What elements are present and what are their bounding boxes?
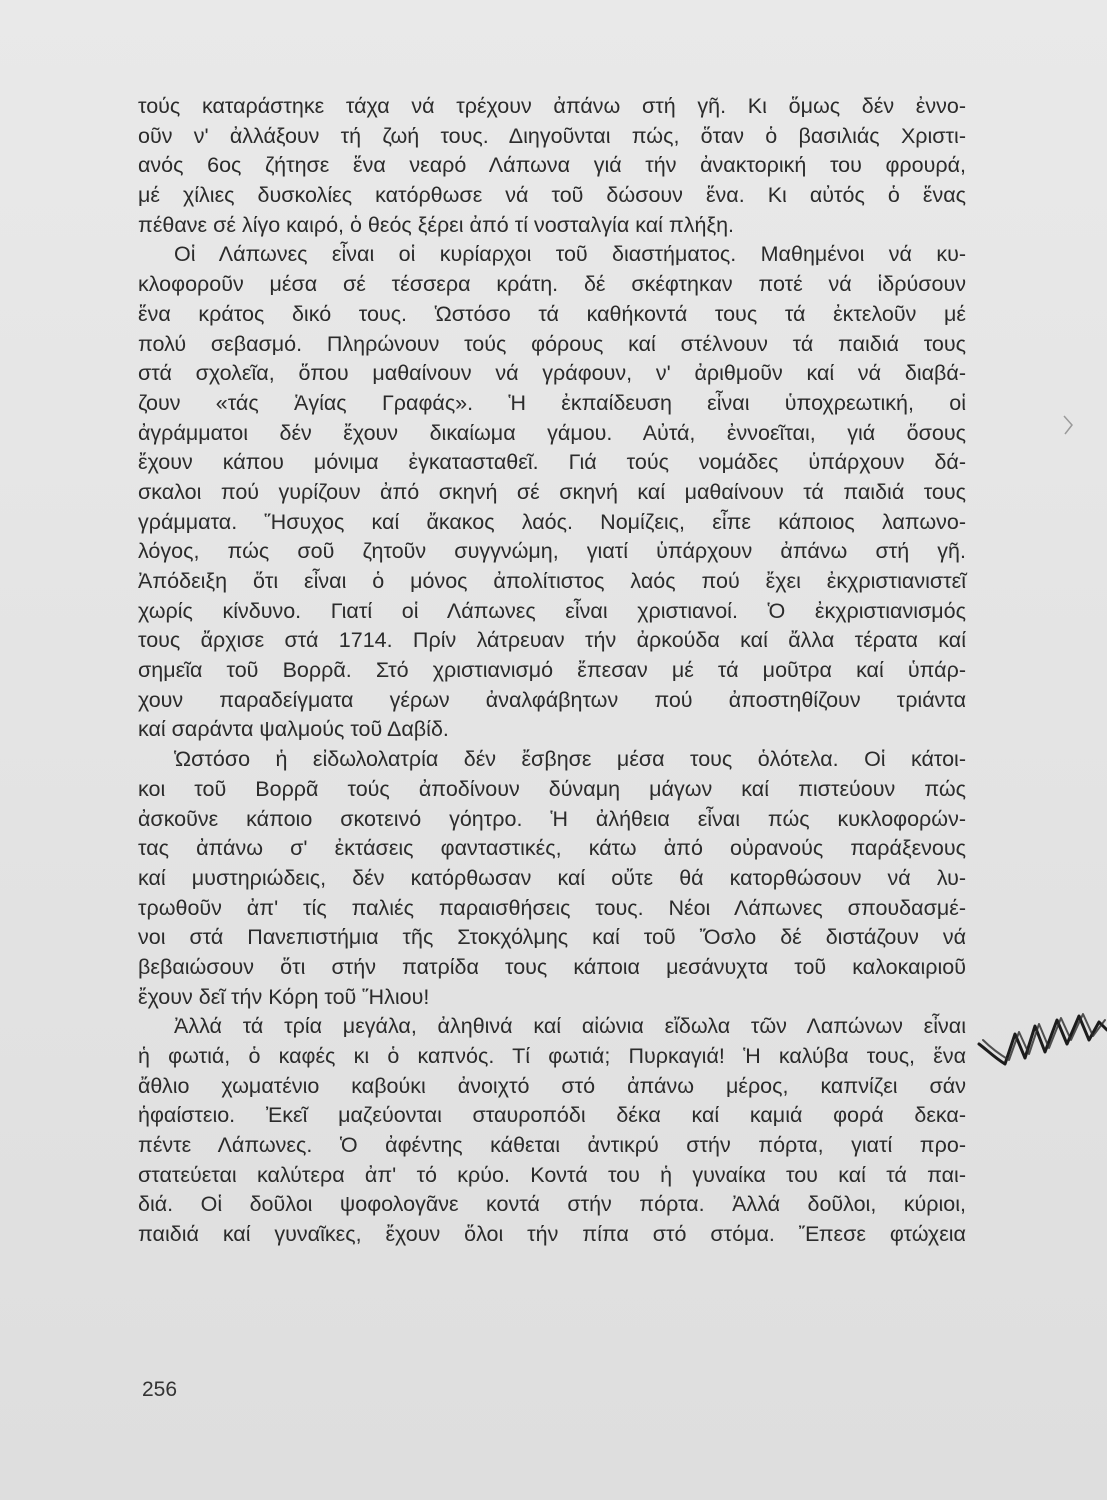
text-line: σημεῖα τοῦ Βορρᾶ. Στό χριστιανισμό ἔπεσαν μέ τά μοῦτρα καί ὑπάρ- bbox=[138, 658, 966, 683]
text-line: κοι τοῦ Βορρᾶ τούς ἀποδίνουν δύναμη μάγων καί πιστεύουν πώς bbox=[138, 776, 966, 801]
text-line: χουν παραδείγματα γέρων ἀναλφάβητων πού ἀποστηθίζουν τριάντα bbox=[138, 687, 966, 712]
text-line: ανός 6ος ζήτησε ἕνα νεαρό Λάπωνα γιά τήν ἀνακτορική του φρουρά, bbox=[138, 153, 966, 178]
text-line: τρωθοῦν ἀπ' τίς παλιές παραισθήσεις τους. Νέοι Λάπωνες σπουδασμέ- bbox=[138, 895, 966, 920]
text-line: χωρίς κίνδυνο. Γιατί οἱ Λάπωνες εἶναι χριστιανοί. Ὁ ἐκχριστιανισμός bbox=[138, 598, 966, 623]
paragraph-1 bbox=[138, 92, 966, 240]
text-line: Ὡστόσο ἡ εἰδωλολατρία δέν ἔσβησε μέσα τους ὁλότελα. Οἱ κάτοι- bbox=[174, 747, 966, 772]
text-line: ἡ φωτιά, ὁ καφές κι ὁ καπνός. Τί φωτιά; Πυρκαγιά! Ἡ καλύβα τους, ἕνα bbox=[138, 1044, 966, 1068]
text-line: στατεύεται καλύτερα ἀπ' τό κρύο. Κοντά του ἡ γυναίκα του καί τά παι- bbox=[138, 1162, 966, 1187]
text-line: ἀγράμματοι δέν ἔχουν δικαίωμα γάμου. Αὐτά, ἐννοεῖται, γιά ὅσους bbox=[138, 420, 966, 445]
text-line: γράμματα. Ἥσυχος καί ἄκακος λαός. Νομίζεις, εἶπε κάποιος λαπωνο- bbox=[138, 509, 966, 534]
text-line: ζουν «τάς Ἁγίας Γραφάς». Ἡ ἐκπαίδευση εἶναι ὑποχρεωτική, οἱ bbox=[138, 390, 966, 415]
text-line: ἀσκοῦνε κάποιο σκοτεινό γόητρο. Ἡ ἀλήθεια εἶναι πώς κυκλοφορών- bbox=[138, 806, 966, 831]
text-line: Ἀπόδειξη ὅτι εἶναι ὁ μόνος ἀπολίτιστος λαός πού ἔχει ἐκχριστιανιστεῖ bbox=[138, 569, 966, 593]
text-line: ἔχουν δεῖ τήν Κόρη τοῦ Ἥλιου! bbox=[138, 984, 430, 1009]
text-line: ἔχουν κάπου μόνιμα ἐγκατασταθεῖ. Γιά τούς νομάδες ὑπάρχουν δά- bbox=[138, 450, 966, 475]
text-line: πολύ σεβασμό. Πληρώνουν τούς φόρους καί στέλνουν τά παιδιά τους bbox=[138, 331, 966, 356]
text-line: παιδιά καί γυναῖκες, ἔχουν ὅλοι τήν πίπα στό στόμα. Ἔπεσε φτώχεια bbox=[138, 1222, 966, 1247]
paragraph-4 bbox=[138, 1012, 966, 1250]
text-line: τούς καταράστηκε τάχα νά τρέχουν ἀπάνω στή γῆ. Κι ὅμως δέν ἐννο- bbox=[138, 94, 966, 118]
text-line: ἄθλιο χωματένιο καβούκι ἀνοιχτό στό ἀπάνω μέρος, καπνίζει σάν bbox=[138, 1073, 966, 1098]
text-line: ἕνα κράτος δικό τους. Ὡστόσο τά καθήκοντά τους τά ἐκτελοῦν μέ bbox=[138, 301, 966, 326]
text-line: νοι στά Πανεπιστήμια τῆς Στοκχόλμης καί τοῦ Ὄσλο δέ διστάζουν νά bbox=[138, 925, 966, 950]
text-line: διά. Οἱ δοῦλοι ψοφολογᾶνε κοντά στήν πόρτα. Ἀλλά δοῦλοι, κύριοι, bbox=[138, 1192, 966, 1217]
text-line: ἡφαίστειο. Ἐκεῖ μαζεύονται σταυροπόδι δέκα καί καμιά φορά δεκα- bbox=[138, 1103, 966, 1128]
text-line: σκαλοι πού γυρίζουν ἀπό σκηνή σέ σκηνή καί μαθαίνουν τά παιδιά τους bbox=[138, 479, 966, 504]
page-number: 256 bbox=[142, 1378, 178, 1401]
text-line: στά σχολεῖα, ὅπου μαθαίνουν νά γράφουν, ν' ἀριθμοῦν καί νά διαβά- bbox=[138, 361, 966, 386]
margin-mark-icon bbox=[1060, 410, 1080, 440]
body-text bbox=[138, 92, 966, 1250]
text-line: τας ἀπάνω σ' ἐκτάσεις φανταστικές, κάτω ἀπό οὐρανούς παράξενους bbox=[138, 836, 966, 861]
text-line: Ἀλλά τά τρία μεγάλα, ἀληθινά καί αἰώνια εἴδωλα τῶν Λαπώνων εἶναι bbox=[174, 1014, 966, 1039]
text-line: βεβαιώσουν ὅτι στήν πατρίδα τους κάποια μεσάνυχτα τοῦ καλοκαιριοῦ bbox=[138, 954, 966, 979]
text-line: οῦν ν' ἀλλάξουν τή ζωή τους. Διηγοῦνται πώς, ὅταν ὁ βασιλιάς Χριστι- bbox=[138, 123, 966, 148]
paragraph-2 bbox=[138, 240, 966, 745]
text-line: λόγος, πώς σοῦ ζητοῦν συγγνώμη, γιατί ὑπάρχουν ἀπάνω στή γῆ. bbox=[138, 539, 966, 564]
text-line: πέντε Λάπωνες. Ὁ ἀφέντης κάθεται ἀντικρύ στήν πόρτα, γιατί προ- bbox=[138, 1133, 966, 1158]
text-line: Οἱ Λάπωνες εἶναι οἱ κυρίαρχοι τοῦ διαστήματος. Μαθημένοι νά κυ- bbox=[174, 242, 966, 267]
paragraph-3 bbox=[138, 745, 966, 1012]
text-line: κλοφοροῦν μέσα σέ τέσσερα κράτη. δέ σκέφτηκαν ποτέ νά ἱδρύσουν bbox=[138, 272, 966, 297]
pen-scribble-icon bbox=[975, 1000, 1107, 1080]
text-line: πέθανε σέ λίγο καιρό, ὁ θεός ξέρει ἀπό τί νοσταλγία καί πλήξη. bbox=[138, 212, 734, 237]
text-line: καί σαράντα ψαλμούς τοῦ Δαβίδ. bbox=[138, 717, 449, 742]
text-line: μέ χίλιες δυσκολίες κατόρθωσε νά τοῦ δώσουν ἕνα. Κι αὐτός ὁ ἕνας bbox=[138, 183, 966, 208]
text-line: καί μυστηριώδεις, δέν κατόρθωσαν καί οὔτε θά κατορθώσουν νά λυ- bbox=[138, 865, 966, 890]
text-line: τους ἄρχισε στά 1714. Πρίν λάτρευαν τήν ἀρκούδα καί ἄλλα τέρατα καί bbox=[138, 628, 966, 653]
